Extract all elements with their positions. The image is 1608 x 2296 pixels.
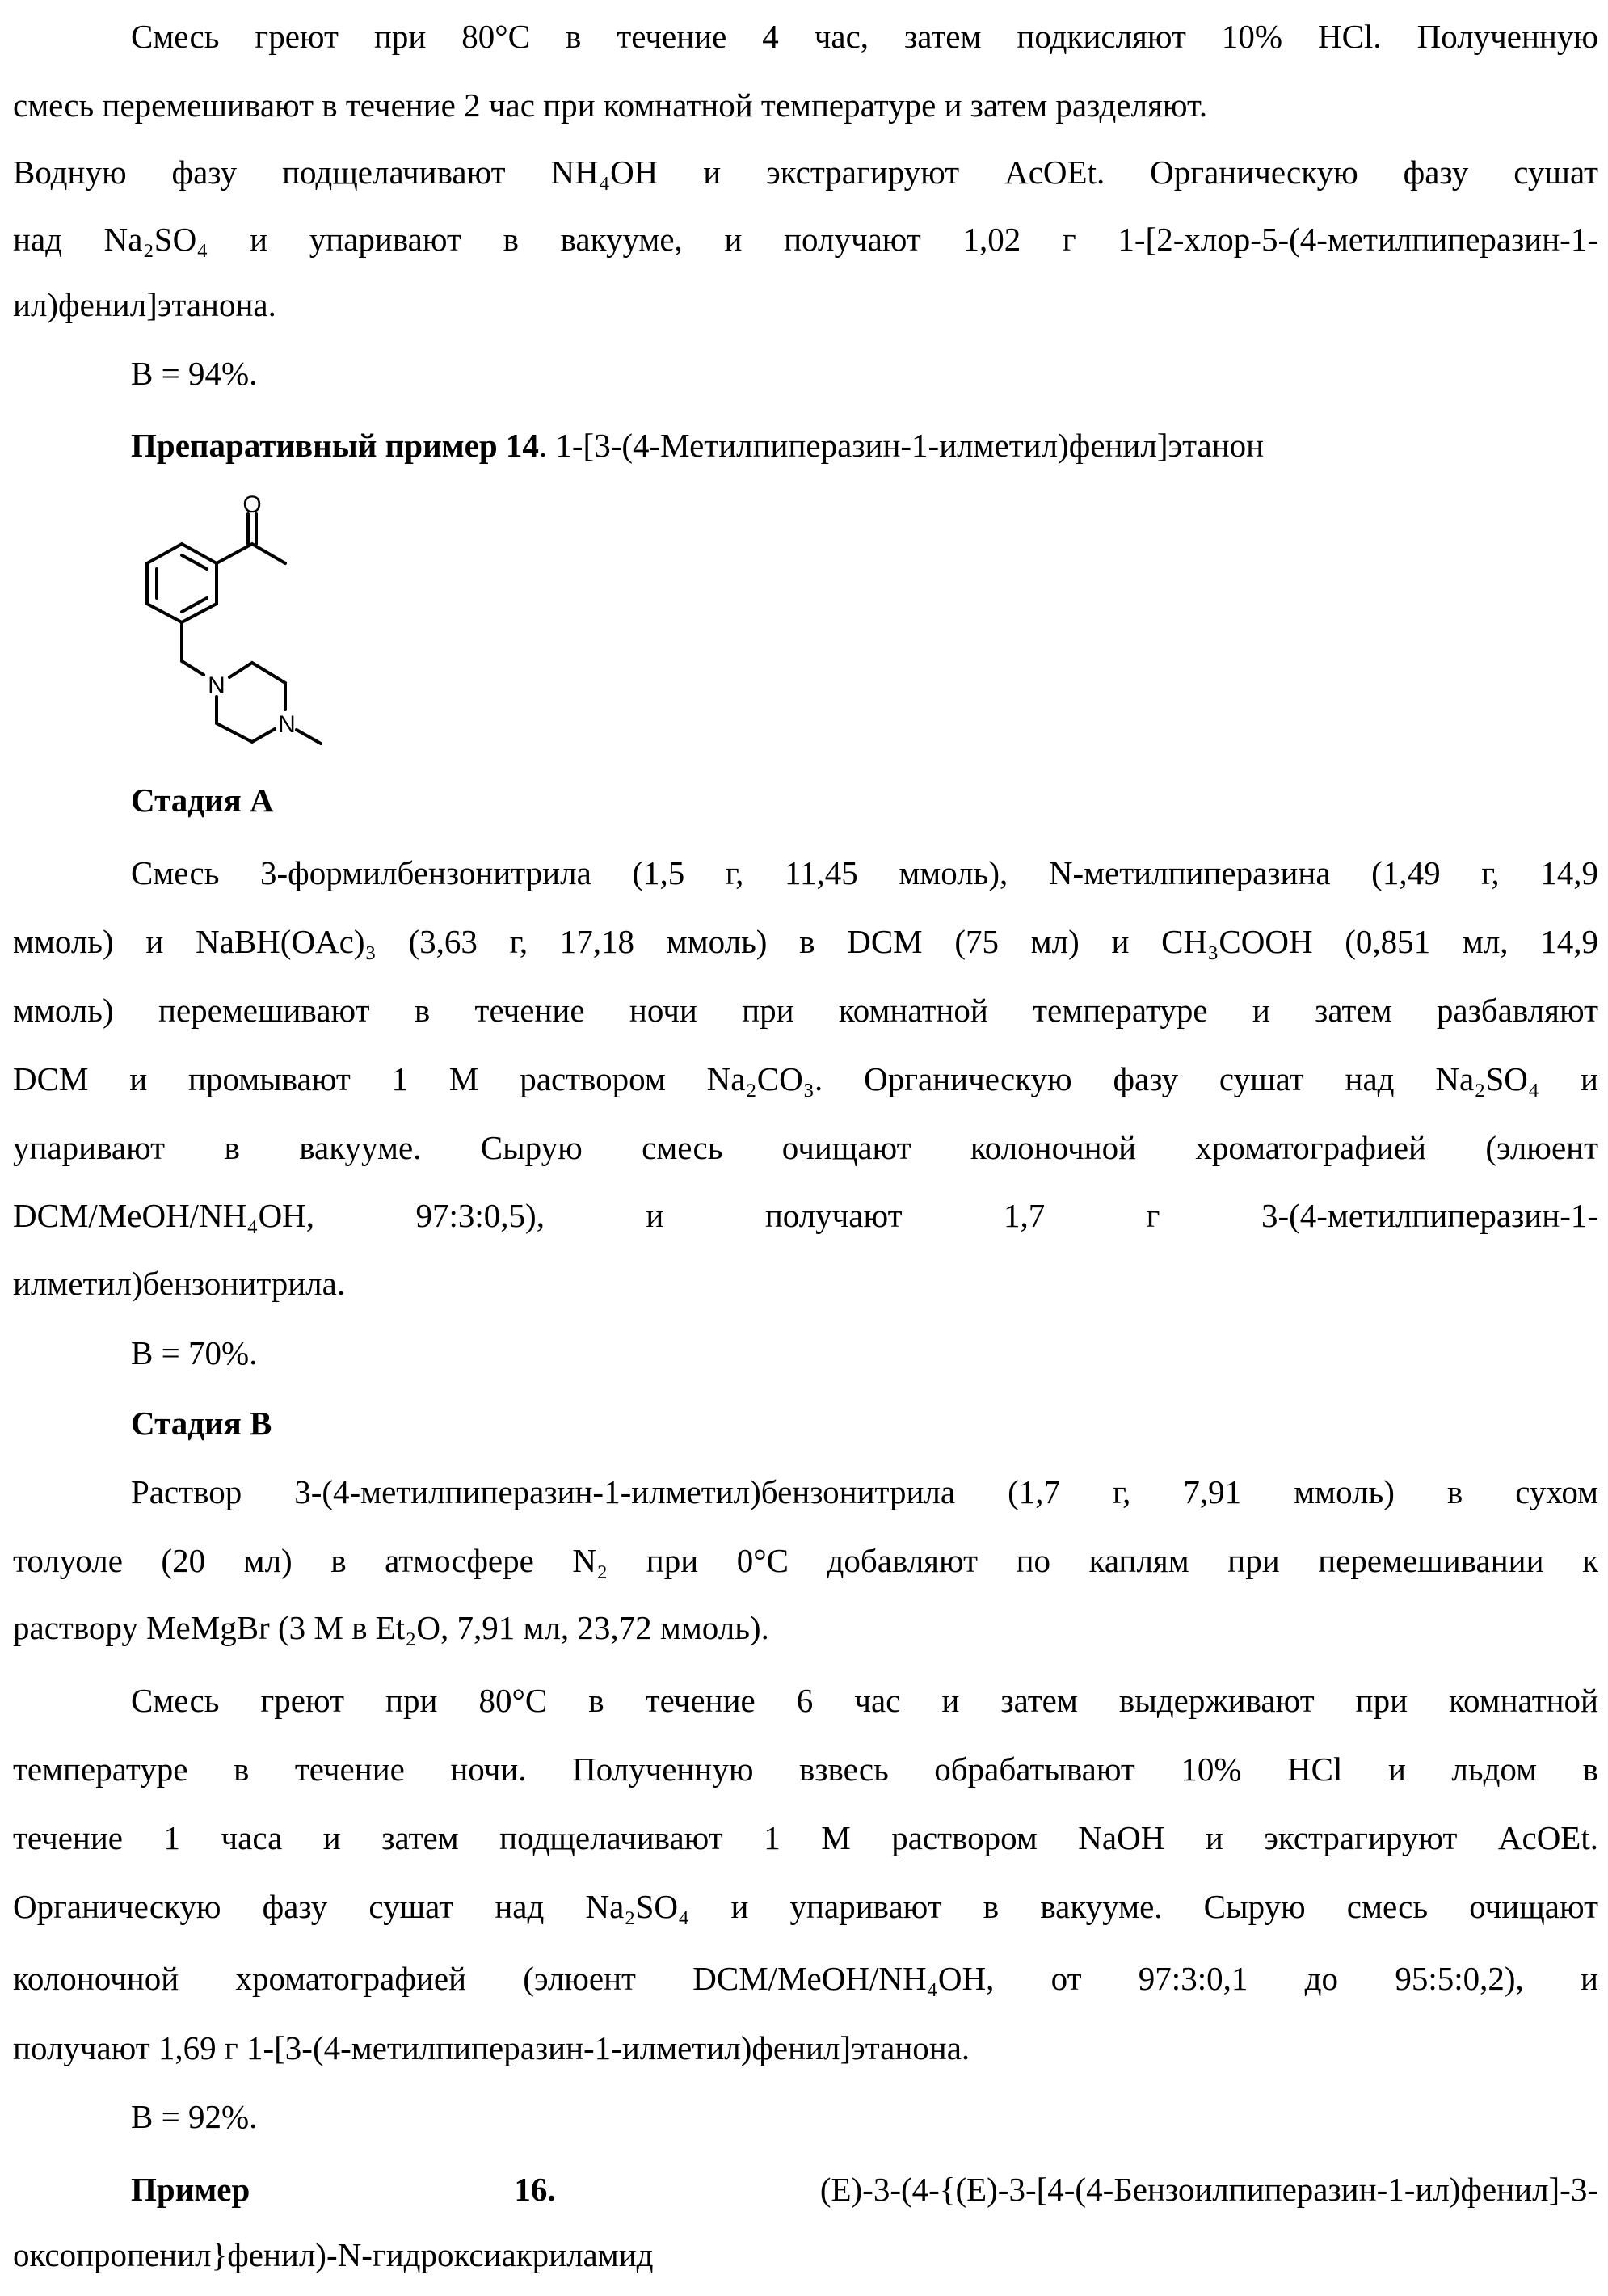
body-text: DCM/MeOH/NH₄OH, 97:3:0,5), и получают 1,7 г 3-(4-метилпиперазин-1- — [13, 1197, 1598, 1234]
oxygen-label: O — [242, 491, 261, 518]
body-text: упаривают в вакууме. Сырую смесь очищают колоночной хроматографией (элюент — [13, 1129, 1598, 1166]
body-text: над Na₂SO₄ и упаривают в вакууме, и получают 1,02 г 1-[2-хлор-5-(4-метилпиперазин-1- — [13, 221, 1598, 258]
bold-heading-text: Стадия В — [131, 1405, 272, 1442]
body-text: ммоль) и NaBH(OAc)₃ (3,63 г, 17,18 ммоль) в DCM (75 мл) и CH₃COOH (0,851 мл, 14,9 — [13, 923, 1598, 960]
body-text: (E)-3-(4-{(E)-3-[4-(4-Бензоилпиперазин-1-ил)фенил]-3- — [556, 2171, 1598, 2208]
body-text: толуоле (20 мл) в атмосфере N₂ при 0°С добавляют по каплям при перемешивании к — [13, 1542, 1598, 1579]
body-text: илметил)бензонитрила. — [13, 1265, 345, 1302]
body-text: колоночной хроматографией (элюент DCM/MeOH/NH₄OH, от 97:3:0,1 до 95:5:0,2), и — [13, 1960, 1598, 1997]
body-text: Смесь греют при 80°С в течение 4 час, затем подкисляют 10% HCl. Полученную — [131, 18, 1598, 55]
body-text: температуре в течение ночи. Полученную взвесь обрабатывают 10% HCl и льдом в — [13, 1750, 1598, 1788]
body-text: Раствор 3-(4-метилпиперазин-1-илметил)бензонитрила (1,7 г, 7,91 ммоль) в сухом — [131, 1473, 1598, 1510]
body-text: ммоль) перемешивают в течение ночи при комнатной температуре и затем разбавляют — [13, 992, 1598, 1029]
body-text: Органическую фазу сушат над Na₂SO₄ и упаривают в вакууме. Сырую смесь очищают — [13, 1888, 1598, 1925]
nitrogen-label: N — [278, 711, 296, 738]
body-text: оксопропенил}фенил)-N-гидроксиакриламид — [13, 2236, 654, 2273]
body-text: . 1-[3-(4-Метилпиперазин-1-илметил)фенил]этанон — [539, 427, 1264, 464]
aromatic-double-bonds — [157, 555, 207, 612]
nitrogen-label: N — [208, 672, 225, 699]
bold-heading-text: Пример 16. — [131, 2171, 556, 2208]
body-text: В = 94%. — [131, 355, 257, 392]
acetyl-bonds — [217, 544, 285, 563]
chemical-structure — [0, 0, 1608, 2296]
body-text: Смесь 3-формилбензонитрила (1,5 г, 11,45 ммоль), N-метилпиперазина (1,49 г, 14,9 — [131, 854, 1598, 891]
n-methyl-bond — [297, 730, 321, 744]
body-text: В = 70%. — [131, 1334, 257, 1371]
carbonyl-double-bond — [248, 514, 256, 544]
body-text: течение 1 часа и затем подщелачивают 1 М раствором NaOH и экстрагируют AcOEt. — [13, 1819, 1598, 1856]
body-text: получают 1,69 г 1-[3-(4-метилпиперазин-1-илметил)фенил]этанона. — [13, 2029, 970, 2066]
body-text: Смесь греют при 80°С в течение 6 час и затем выдерживают при комнатной — [131, 1682, 1598, 1719]
body-text: Водную фазу подщелачивают NH₄OH и экстрагируют AcOEt. Органическую фазу сушат — [13, 154, 1598, 191]
body-text: смесь перемешивают в течение 2 час при комнатной температуре и затем разделяют. — [13, 86, 1207, 124]
body-text: раствору MeMgBr (3 М в Et₂O, 7,91 мл, 23,72 ммоль). — [13, 1609, 769, 1646]
body-text: DCM и промывают 1 М раствором Na₂CO₃. Органическую фазу сушат над Na₂SO₄ и — [13, 1060, 1598, 1097]
methylene-bond — [182, 622, 204, 675]
body-text: В = 92%. — [131, 2098, 257, 2135]
bold-heading-text: Стадия А — [131, 781, 274, 819]
piperazine-ring — [217, 663, 285, 742]
bold-heading-text: Препаративный пример 14 — [131, 427, 539, 464]
body-text: ил)фенил]этанона. — [13, 286, 276, 323]
